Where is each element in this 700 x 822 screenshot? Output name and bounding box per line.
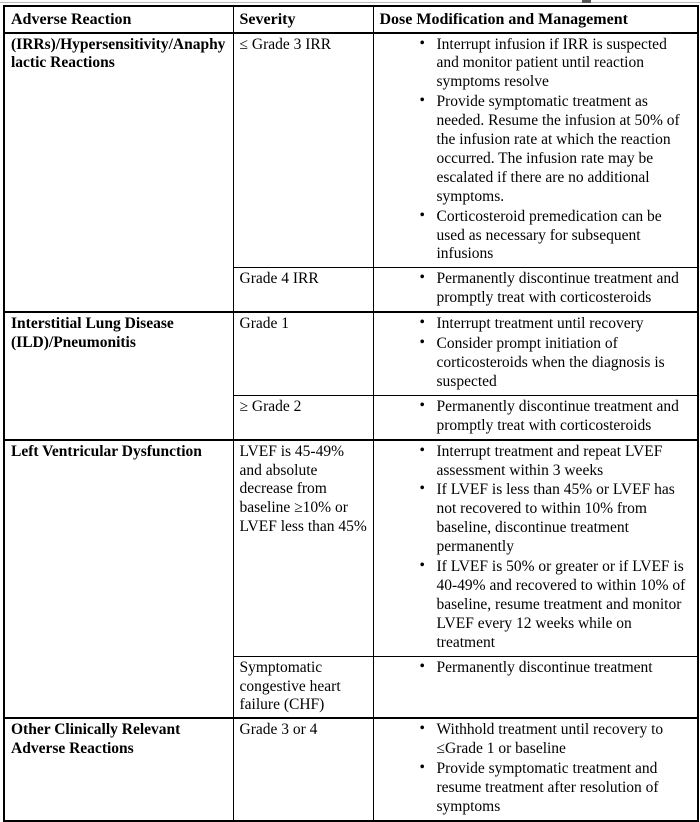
- severity-cell: Grade 1: [233, 312, 373, 395]
- list-item: [380, 721, 693, 759]
- bullet-list: [380, 659, 693, 678]
- bullet-text: Withhold treatment until recovery to ≤Grade 1 or baseline: [436, 721, 664, 758]
- bullet-list: [380, 315, 693, 392]
- bullet-list: [380, 36, 693, 265]
- bullet-list: [380, 443, 693, 653]
- bullet-list: [380, 270, 693, 308]
- adverse-reaction-cell: (IRRs)/Hypersensitivity/Anaphylactic Reactions: [4, 33, 233, 313]
- adverse-reaction-cell: Other Clinically Relevant Adverse Reactions: [4, 718, 233, 821]
- adverse-reaction-cell: Interstitial Lung Disease (ILD)/Pneumonitis: [4, 312, 233, 439]
- management-cell: [373, 440, 698, 656]
- bullet-text: Interrupt treatment until recovery: [436, 315, 644, 333]
- table-row: [4, 312, 698, 395]
- severity-cell: Grade 4 IRR: [233, 268, 373, 312]
- bullet-text: If LVEF is less than 45% or LVEF has not recovered to within 10% from baseline, discontinue treatment permanently: [436, 481, 675, 556]
- adverse-reaction-cell: Left Ventricular Dysfunction: [4, 440, 233, 719]
- severity-cell: ≥ Grade 2: [233, 395, 373, 439]
- list-item: [380, 335, 693, 392]
- management-cell: [373, 268, 698, 312]
- management-cell: [373, 656, 698, 718]
- dose-modification-table: [3, 5, 699, 822]
- list-item: [380, 481, 693, 557]
- bullet-text: Provide symptomatic treatment as needed. Resume the infusion at 50% of the infusion rate at which the reaction occurred. The infusion rate may be escalated if there are no additional symptoms.: [436, 93, 680, 205]
- bullet-text: Interrupt treatment and repeat LVEF assessment within 3 weeks: [436, 442, 663, 479]
- list-item: [380, 36, 693, 93]
- bullet-text: Permanently discontinue treatment and promptly treat with corticosteroids: [436, 270, 679, 307]
- page-crop-rule: [0, 2, 700, 3]
- table-row: [4, 440, 698, 656]
- severity-cell: Symptomatic congestive heart failure (CHF): [233, 656, 373, 718]
- bullet-list: [380, 721, 693, 817]
- bullet-text: Provide symptomatic treatment and resume treatment after resolution of symptoms: [436, 760, 659, 815]
- list-item: [380, 760, 693, 817]
- bullet-text: Permanently discontinue treatment: [436, 658, 653, 676]
- list-item: [380, 315, 693, 334]
- bullet-text: Interrupt infusion if IRR is suspected and monitor patient until reaction symptoms resolve: [436, 35, 667, 91]
- header-row: [4, 6, 698, 33]
- cropped-text-fragment: [582, 0, 591, 3]
- list-item: [380, 443, 693, 481]
- severity-cell: Grade 3 or 4: [233, 718, 373, 821]
- list-item: [380, 398, 693, 436]
- col-header-adverse-reaction: Adverse Reaction: [4, 6, 233, 33]
- list-item: [380, 558, 693, 653]
- col-header-severity: Severity: [233, 6, 373, 33]
- management-cell: [373, 395, 698, 439]
- bullet-text: If LVEF is 50% or greater or if LVEF is 40-49% and recovered to within 10% of baseline, resume treatment and monitor LVEF every 12 weeks while on treatment: [436, 558, 686, 651]
- list-item: [380, 270, 693, 308]
- bullet-list: [380, 398, 693, 436]
- list-item: [380, 208, 693, 265]
- bullet-text: Permanently discontinue treatment and promptly treat with corticosteroids: [436, 397, 679, 434]
- list-item: [380, 659, 693, 678]
- list-item: [380, 93, 693, 206]
- management-cell: [373, 33, 698, 268]
- bullet-text: Corticosteroid premedication can be used as necessary for subsequent infusions: [436, 207, 662, 263]
- management-cell: [373, 718, 698, 821]
- table-row: [4, 718, 698, 821]
- severity-cell: LVEF is 45-49% and absolute decrease from baseline ≥10% or LVEF less than 45%: [233, 440, 373, 656]
- severity-cell: ≤ Grade 3 IRR: [233, 33, 373, 268]
- management-cell: [373, 312, 698, 395]
- table-row: [4, 33, 698, 268]
- bullet-text: Consider prompt initiation of corticosteroids when the diagnosis is suspected: [436, 335, 665, 390]
- col-header-dose-modification: Dose Modification and Management: [373, 6, 698, 33]
